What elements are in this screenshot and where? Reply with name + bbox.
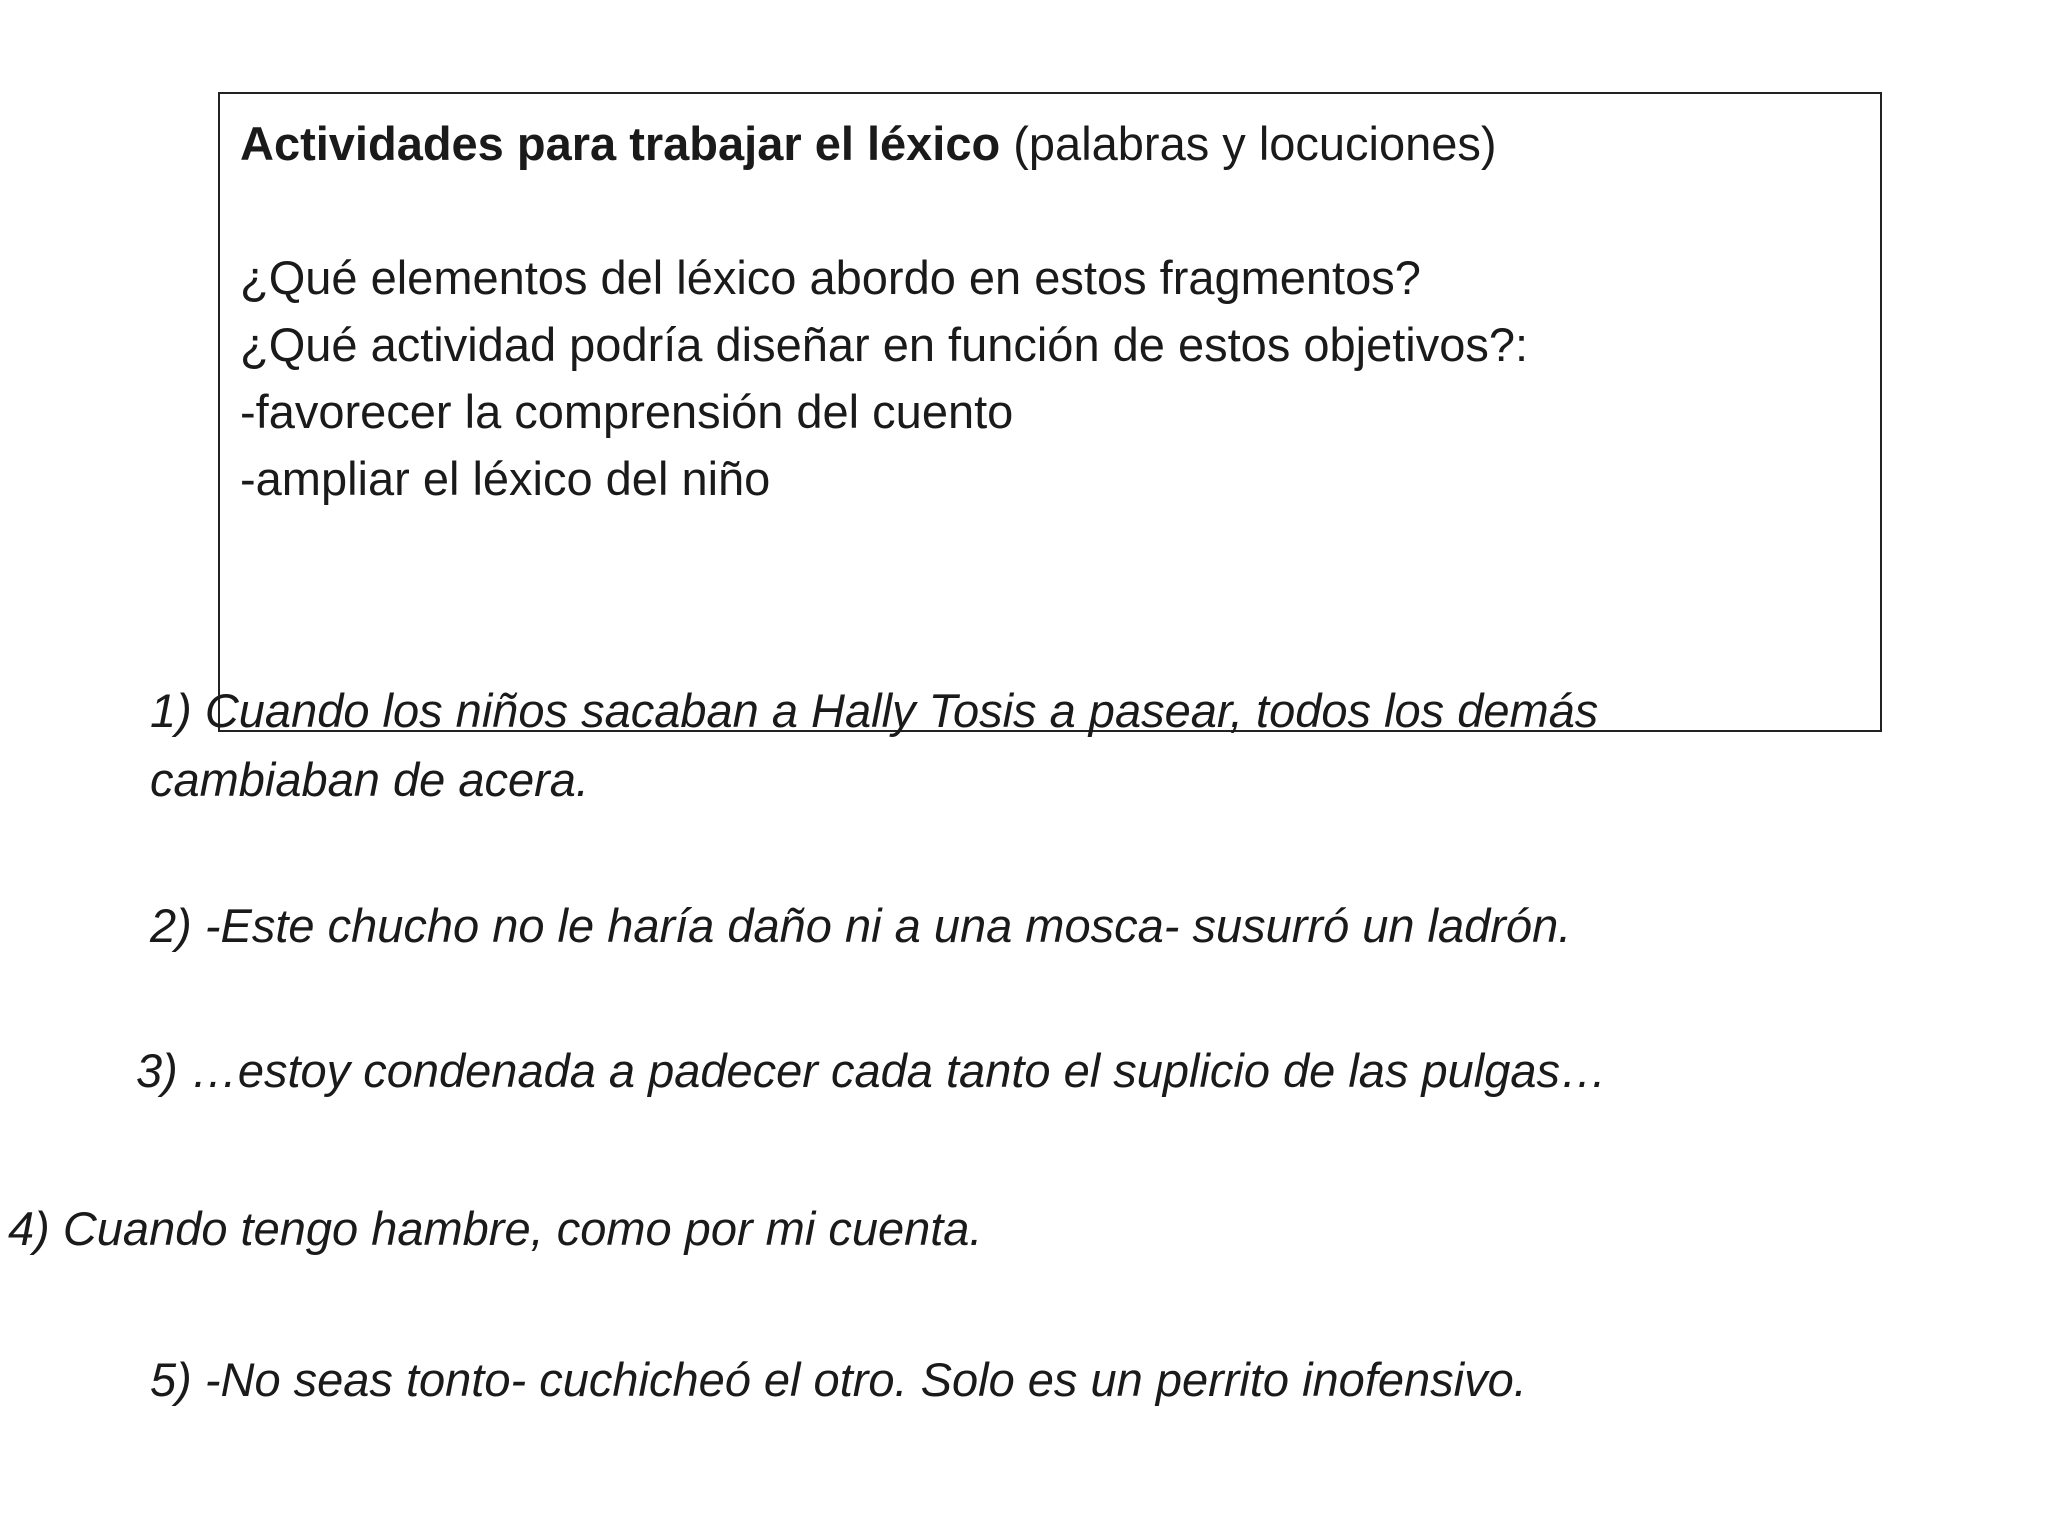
fragment-1 bbox=[150, 676, 1598, 814]
activity-heading-bold: Actividades para trabajar el léxico bbox=[240, 117, 1001, 170]
activity-heading-rest: (palabras y locuciones) bbox=[1000, 117, 1497, 170]
objective-comprehension: -favorecer la comprensión del cuento bbox=[240, 385, 1014, 438]
fragment-4: 4) Cuando tengo hambre, como por mi cuenta. bbox=[8, 1202, 983, 1255]
activity-heading bbox=[240, 110, 1860, 177]
fragment-5: 5) -No seas tonto- cuchicheó el otro. Solo es un perrito inofensivo. bbox=[150, 1353, 1527, 1406]
spacer bbox=[240, 177, 1860, 244]
question-activity: ¿Qué actividad podría diseñar en función de estos objetivos?: bbox=[240, 318, 1529, 371]
activity-prompt-content bbox=[240, 110, 1860, 512]
fragment-2: 2) -Este chucho no le haría daño ni a una mosca- susurró un ladrón. bbox=[150, 899, 1572, 952]
objective-lexicon: -ampliar el léxico del niño bbox=[240, 452, 771, 505]
fragment-1-line-1: 1) Cuando los niños sacaban a Hally Tosis a pasear, todos los demás bbox=[150, 684, 1599, 737]
fragment-3: 3) …estoy condenada a padecer cada tanto el suplicio de las pulgas… bbox=[136, 1044, 1607, 1097]
activity-prompt-box bbox=[218, 92, 1882, 732]
question-elements: ¿Qué elementos del léxico abordo en estos fragmentos? bbox=[240, 251, 1421, 304]
fragment-1-line-2: cambiaban de acera. bbox=[150, 753, 589, 806]
